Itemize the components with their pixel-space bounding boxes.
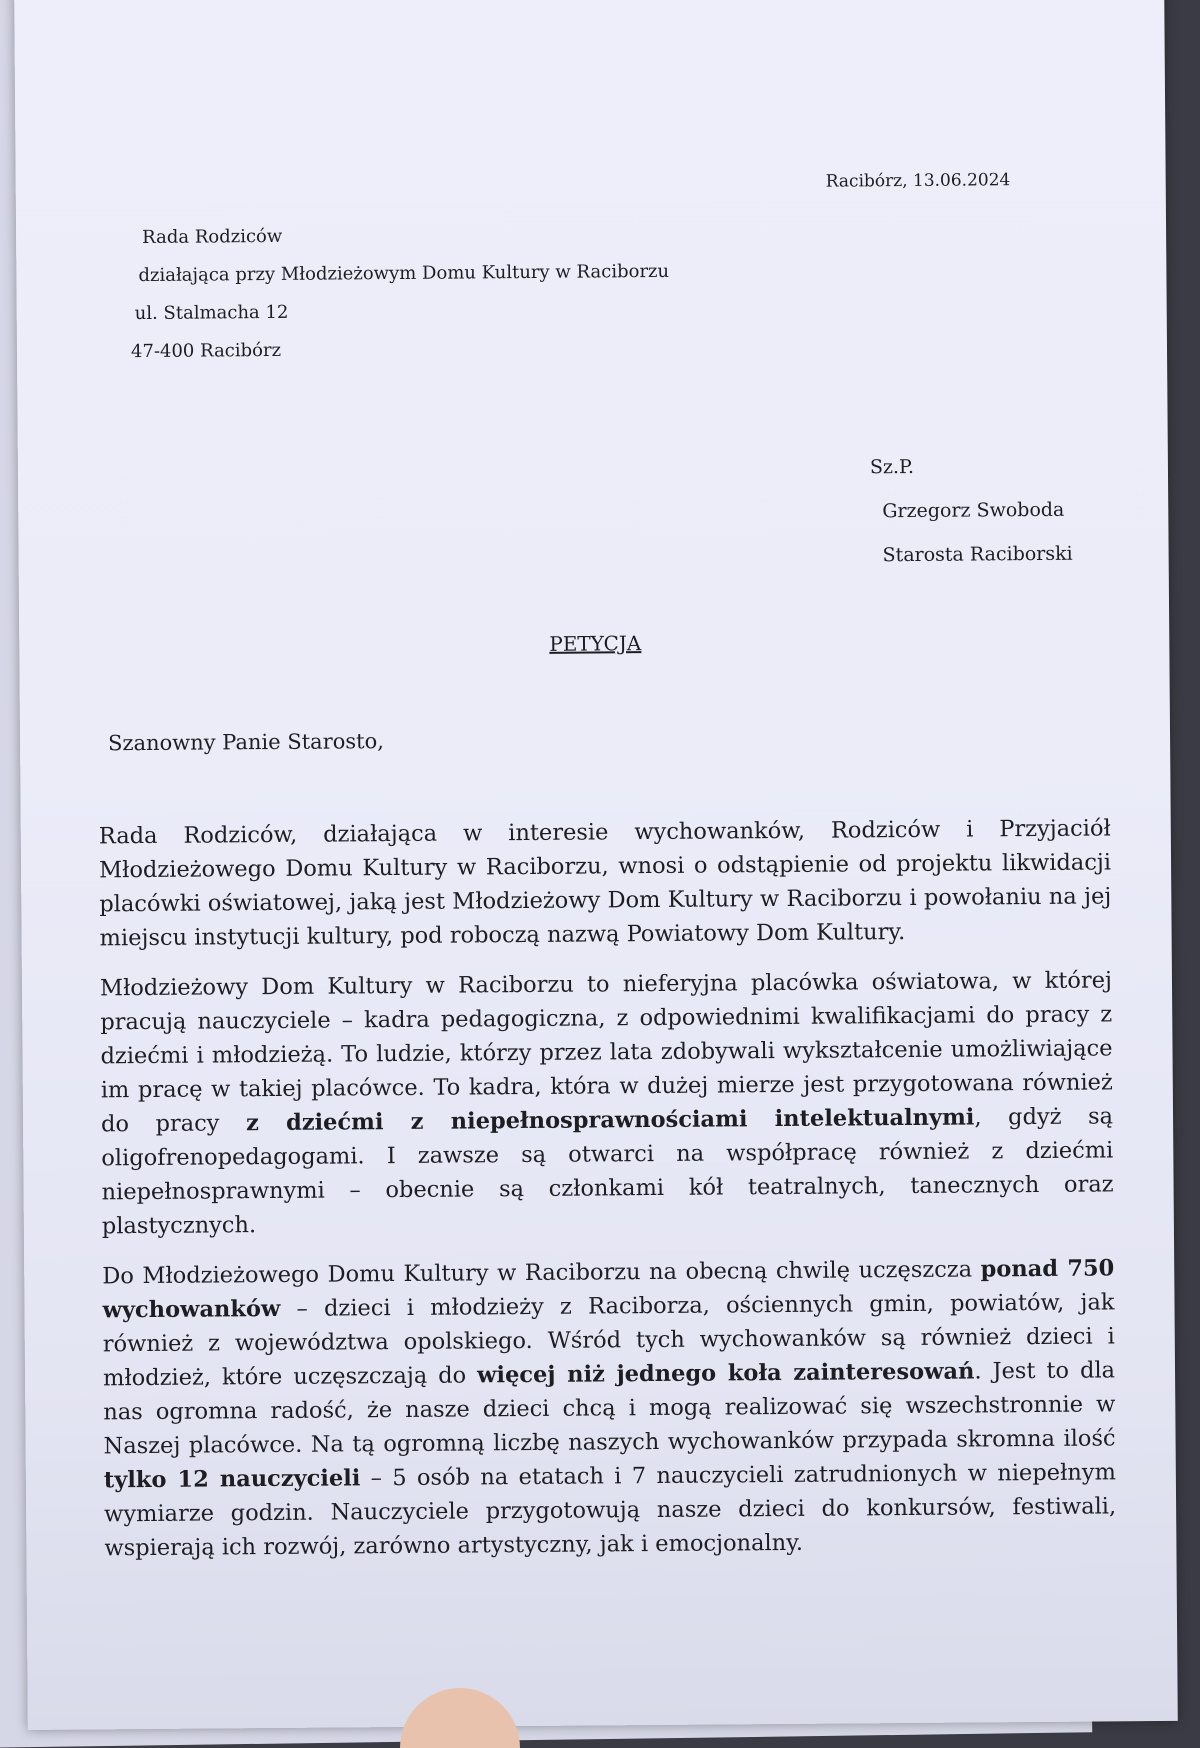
sender-block [128, 215, 670, 371]
sender-city: 47-400 Racibórz [130, 339, 282, 363]
paragraph-3-text-e: . Jest to dla nas ogromna radość, że nasze dzieci chcą i mogą realizować się wszechstronnie w Naszej placówce. Na tą ogromną liczbę naszych wychowanków przypada skromna ilość [103, 1357, 1116, 1460]
sender-street: ul. Stalmacha 12 [134, 301, 289, 325]
paragraph-3-text-g: – 5 osób na etatach i 7 nauczycieli zatrudnionych w niepełnym wymiarze godzin. Nauczyciele przygotowują nasze dzieci do konkursów, festiwali, wspierają ich rozwój, zarówno artystyczny, jak i emocjonalny. [104, 1459, 1117, 1562]
paragraph-2-emphasis: z dziećmi z niepełnosprawnościami intelektualnymi [245, 1104, 975, 1137]
petition-sheet [14, 0, 1178, 1730]
sender-name: Rada Rodziców [142, 225, 283, 249]
paragraph-3-text-a: Do Młodzieżowego Domu Kultury w Raciborzu na obecną chwilę uczęszcza [102, 1256, 973, 1290]
place-date: Racibórz, 13.06.2024 [825, 170, 1011, 192]
document-body [14, 0, 1178, 1730]
document-title: PETYCJA [549, 631, 642, 656]
sender-affiliation: działająca przy Młodzieżowym Domu Kultury w Raciborzu [138, 260, 670, 287]
paragraph-3-emphasis-circles: więcej niż jednego koła zainteresowań [477, 1358, 975, 1389]
paragraph-2 [100, 963, 1114, 1243]
paragraph-2-text-c: , gdyż są oligofrenopedagogami. I zawsze są otwarci na współpracę również z dziećmi niepełnosprawnymi – obecnie są członkami kół teatralnych, tanecznych oraz plastycznych. [101, 1103, 1114, 1240]
paragraph-2-text-a: Młodzieżowy Dom Kultury w Raciborzu to nieferyjna placówka oświatowa, w której pracują nauczyciele – kadra pedagogiczna, z odpowiednimi kwalifikacjami do pracy z dziećmi i młodzieżą. To ludzie, którzy przez lata zdobywali wykształcenie umożliwiające im pracę w takiej placówce. To kadra, która w dużej mierze jest przygotowana również do pracy [99, 967, 1113, 1138]
petition-text [99, 811, 1117, 1581]
paragraph-3 [102, 1251, 1116, 1565]
paragraph-3-text-c: – dzieci i młodzieży z Raciborza, ościennych gmin, powiatów, jak również z województwa opolskiego. Wśród tych wychowanków są również dzieci i młodzież, które uczęszczają do [102, 1289, 1115, 1392]
recipient-honorific: Sz.P. [869, 455, 915, 479]
paragraph-3-emphasis-count: ponad 750 wychowanków [102, 1255, 1115, 1324]
recipient-name: Grzegorz Swoboda [882, 498, 1065, 523]
paragraph-3-emphasis-teachers: tylko 12 nauczycieli [103, 1465, 361, 1494]
salutation: Szanowny Panie Starosto, [107, 729, 384, 756]
paragraph-1: Rada Rodziców, działająca w interesie wychowanków, Rodziców i Przyjaciół Młodzieżowego Domu Kultury w Raciborzu, wnosi o odstąpienie od projektu likwidacji placówki oświatowej, jaką jest Młodzieżowy Dom Kultury w Raciborzu i powołaniu na jej miejscu instytucji kultury, pod roboczą nazwą Powiatowy Dom Kultury. [98, 815, 1112, 952]
recipient-block [870, 444, 1073, 578]
recipient-title: Starosta Raciborski [882, 542, 1073, 567]
